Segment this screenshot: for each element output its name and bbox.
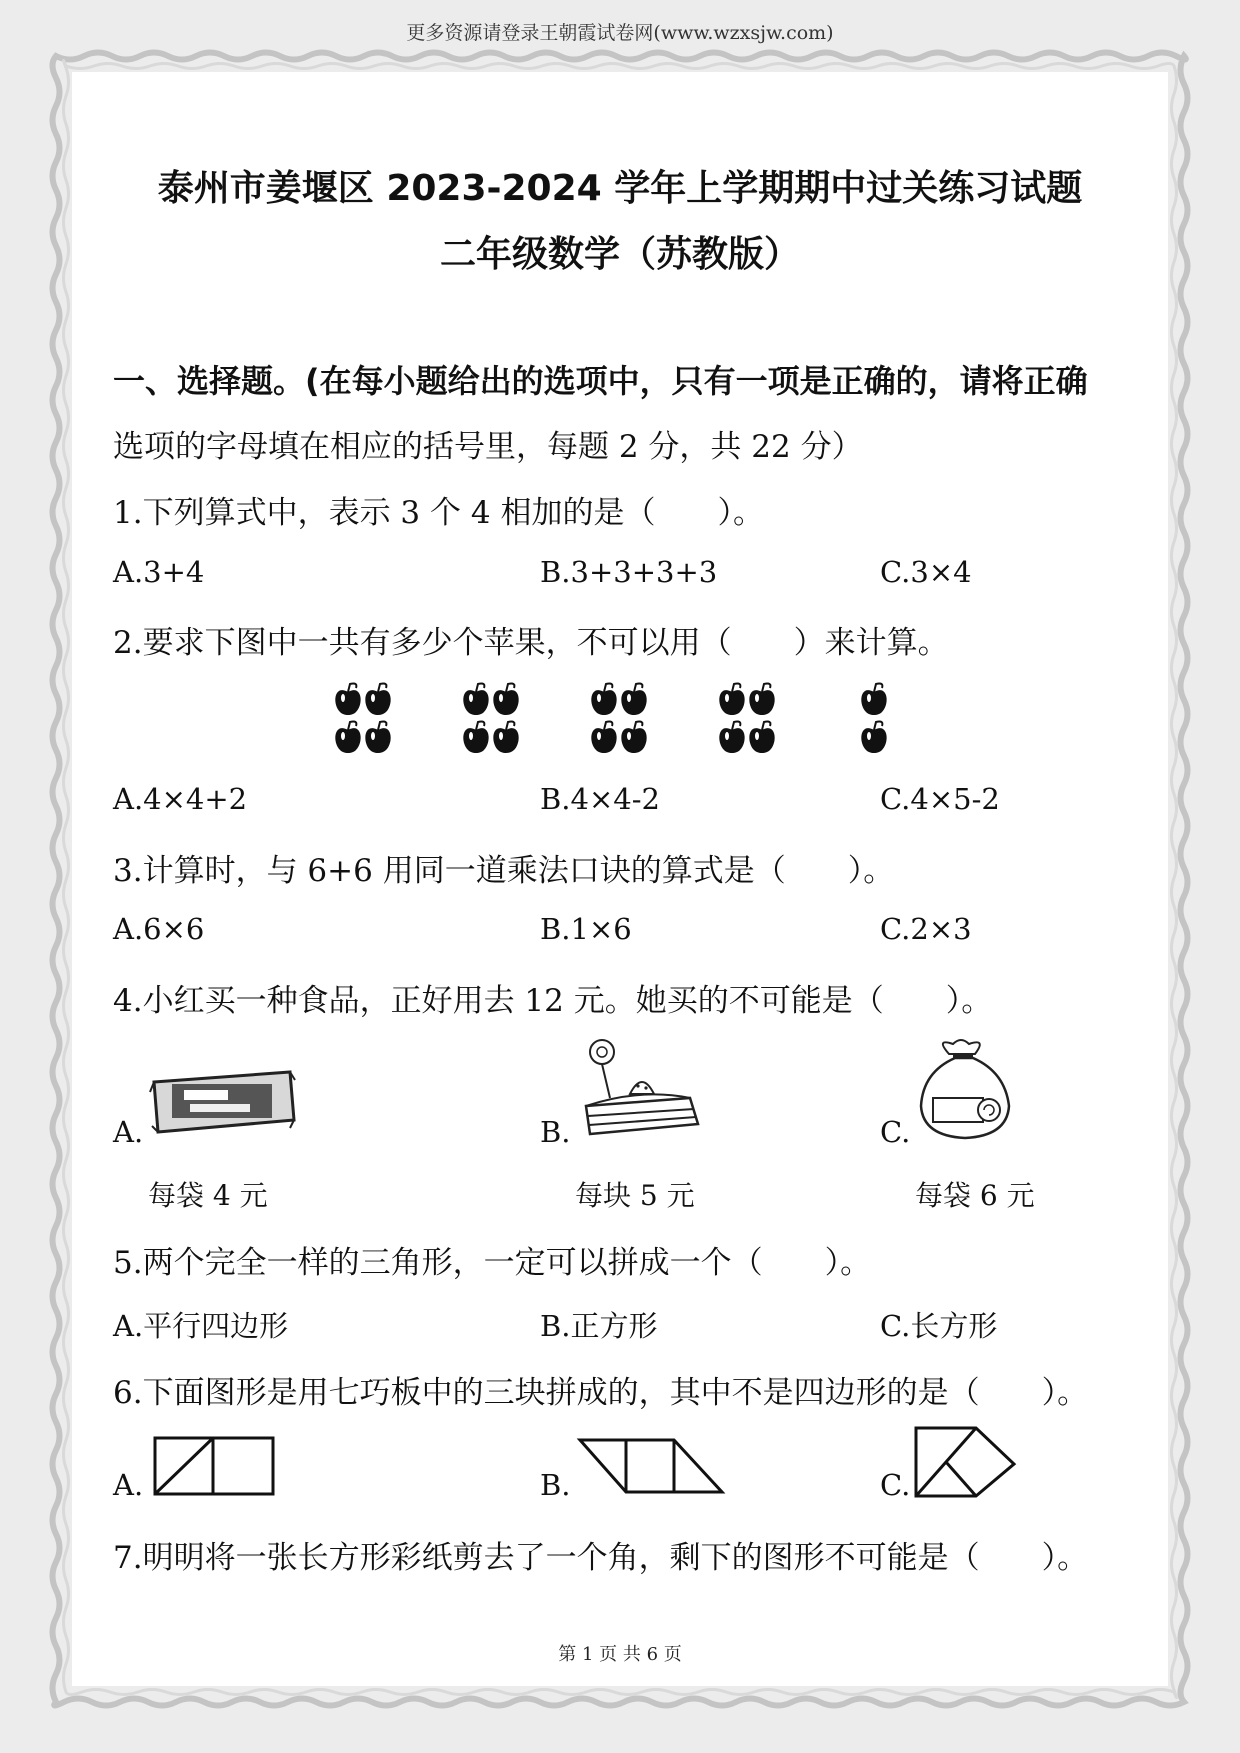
apple-icon <box>463 684 488 716</box>
apple-icon <box>493 684 518 716</box>
apple-icon <box>621 722 646 754</box>
section-heading: 一、选择题。(在每小题给出的选项中，只有一项是正确的，请将正确 <box>113 362 1088 400</box>
apple-icon <box>591 722 616 754</box>
apple-icon <box>861 722 886 754</box>
page-footer: 第 1 页 共 6 页 <box>558 1644 682 1665</box>
apple-icon <box>365 722 390 754</box>
apple-icon <box>365 684 390 716</box>
cake-slice-image <box>580 1036 700 1146</box>
bread-bag-image <box>915 1036 1015 1148</box>
q2-option-c: C.4×5-2 <box>880 782 1000 816</box>
header-note: 更多资源请登录王朝霞试卷网(www.wzxsjw.com) <box>406 22 834 44</box>
q4-price-c: 每袋 6 元 <box>915 1179 1035 1212</box>
q1-option-b: B.3+3+3+3 <box>540 555 718 589</box>
apple-groups-figure <box>330 680 910 760</box>
apple-icon <box>493 722 518 754</box>
question-1-stem: 1.下列算式中，表示 3 个 4 相加的是（ ）。 <box>113 495 764 531</box>
question-7-stem: 7.明明将一张长方形彩纸剪去了一个角，剩下的图形不可能是（ ）。 <box>113 1540 1089 1576</box>
q6-shape-a <box>153 1436 275 1498</box>
apple-icon <box>621 684 646 716</box>
page-title: 泰州市姜堰区 2023-2024 学年上学期期中过关练习试题 <box>157 168 1083 209</box>
biscuit-bag-image <box>150 1068 295 1140</box>
q5-option-c: C.长方形 <box>880 1309 998 1343</box>
q6-option-b: B. <box>540 1468 571 1502</box>
q6-option-c: C. <box>880 1468 911 1502</box>
q4-option-a: A. <box>113 1115 144 1149</box>
question-2-stem: 2.要求下图中一共有多少个苹果，不可以用（ ）来计算。 <box>113 625 949 661</box>
q4-price-b: 每块 5 元 <box>575 1179 695 1212</box>
apple-icon <box>591 684 616 716</box>
apple-icon <box>335 684 360 716</box>
q5-option-a: A.平行四边形 <box>113 1309 289 1343</box>
apple-icon <box>749 722 774 754</box>
apple-icon <box>749 684 774 716</box>
q2-option-b: B.4×4-2 <box>540 782 660 816</box>
apple-icon <box>335 722 360 754</box>
question-5-stem: 5.两个完全一样的三角形，一定可以拼成一个（ ）。 <box>113 1245 872 1281</box>
q2-option-a: A.4×4+2 <box>113 782 248 816</box>
apple-icon <box>861 684 886 716</box>
q3-option-a: A.6×6 <box>113 912 205 946</box>
apple-icon <box>719 684 744 716</box>
question-6-stem: 6.下面图形是用七巧板中的三块拼成的，其中不是四边形的是（ ）。 <box>113 1375 1089 1411</box>
question-4-stem: 4.小红买一种食品，正好用去 12 元。她买的不可能是（ ）。 <box>113 983 993 1019</box>
question-3-stem: 3.计算时，与 6+6 用同一道乘法口诀的算式是（ ）。 <box>113 853 895 889</box>
q6-option-a: A. <box>113 1468 144 1502</box>
q6-shape-b <box>578 1438 724 1494</box>
q4-option-b: B. <box>540 1115 571 1149</box>
q4-option-c: C. <box>880 1115 911 1149</box>
q1-option-c: C.3×4 <box>880 555 972 589</box>
q3-option-c: C.2×3 <box>880 912 972 946</box>
q6-shape-c <box>914 1426 1016 1498</box>
section-instruction: 选项的字母填在相应的括号里，每题 2 分，共 22 分） <box>113 429 863 465</box>
q3-option-b: B.1×6 <box>540 912 632 946</box>
q4-price-a: 每袋 4 元 <box>148 1179 268 1212</box>
apple-icon <box>719 722 744 754</box>
q5-option-b: B.正方形 <box>540 1309 658 1343</box>
apple-icon <box>463 722 488 754</box>
page-subtitle: 二年级数学（苏教版） <box>439 234 800 275</box>
q1-option-a: A.3+4 <box>113 555 205 589</box>
